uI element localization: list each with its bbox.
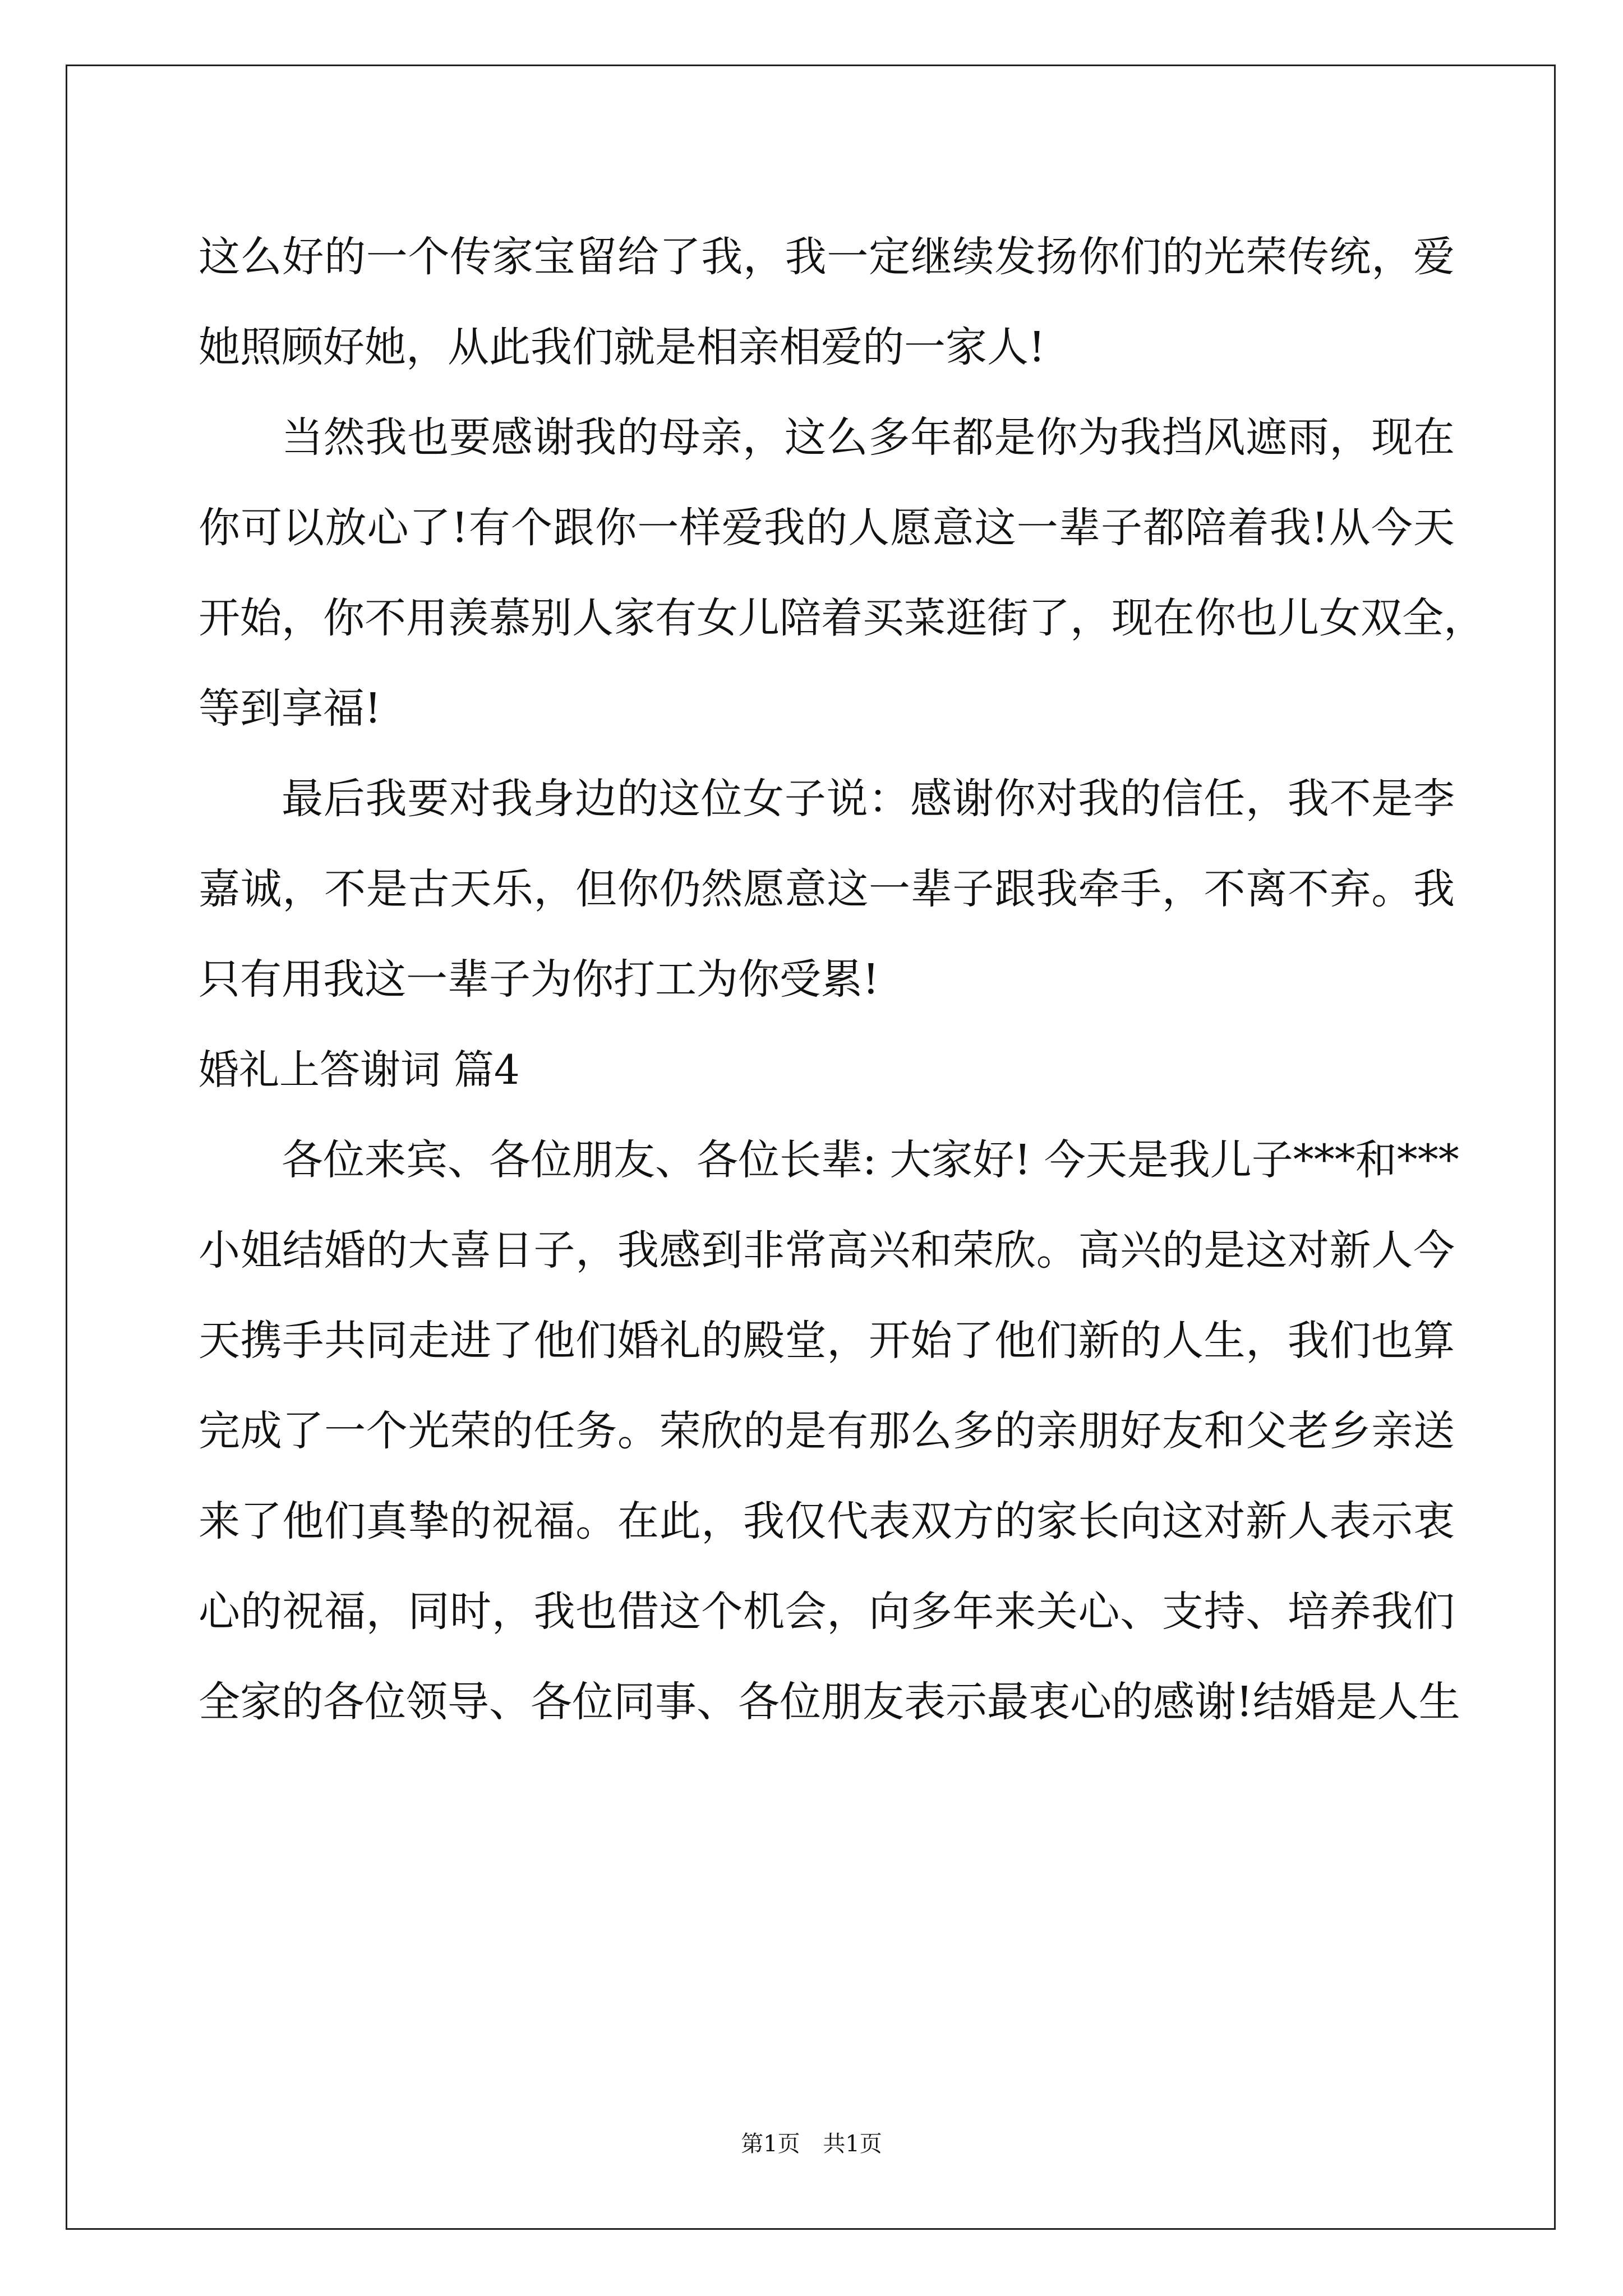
- text-line: 开始，你不用羡慕别人家有女儿陪着买菜逛街了，现在你也儿女双全，: [199, 594, 1485, 642]
- paragraph-start-line: 最后我要对我身边的这位女子说：感谢你对我的信任，我不是李: [282, 775, 1455, 823]
- text-line: 心的祝福，同时，我也借这个机会，向多年来关心、支持、培养我们: [199, 1588, 1455, 1636]
- text-line: 她照顾好她，从此我们就是相亲相爱的一家人!: [199, 323, 1045, 371]
- text-line: 天携手共同走进了他们婚礼的殿堂，开始了他们新的人生，我们也算: [199, 1317, 1455, 1365]
- text-line: 嘉诚，不是古天乐，但你仍然愿意这一辈子跟我牵手，不离不弃。我: [199, 865, 1455, 913]
- text-line: 等到享福!: [199, 684, 381, 733]
- text-line: 来了他们真挚的祝福。在此，我仅代表双方的家长向这对新人表示衷: [199, 1497, 1455, 1545]
- document-body: [199, 212, 1485, 1747]
- text-line: 全家的各位领导、各位同事、各位朋友表示最衷心的感谢!结婚是人生: [199, 1678, 1460, 1726]
- text-line: 只有用我这一辈子为你打工为你受累!: [199, 955, 879, 1004]
- text-line: 这么好的一个传家宝留给了我，我一定继续发扬你们的光荣传统，爱: [199, 233, 1455, 281]
- paragraph-start-line: 当然我也要感谢我的母亲，这么多年都是你为我挡风遮雨，现在: [282, 413, 1455, 462]
- page-footer: [0, 2126, 1623, 2158]
- paragraph-start-line: 各位来宾、各位朋友、各位长辈: 大家好! 今天是我儿子***和***: [282, 1136, 1459, 1184]
- page-number: 第1页: [741, 2131, 800, 2157]
- text-line: 完成了一个光荣的任务。荣欣的是有那么多的亲朋好友和父老乡亲送: [199, 1407, 1455, 1455]
- text-line: 小姐结婚的大喜日子，我感到非常高兴和荣欣。高兴的是这对新人今: [199, 1226, 1455, 1274]
- section-heading: 婚礼上答谢词 篇4: [199, 1046, 520, 1093]
- page-total: 共1页: [823, 2131, 882, 2157]
- text-line: 你可以放心了!有个跟你一样爱我的人愿意这一辈子都陪着我!从今天: [199, 504, 1455, 552]
